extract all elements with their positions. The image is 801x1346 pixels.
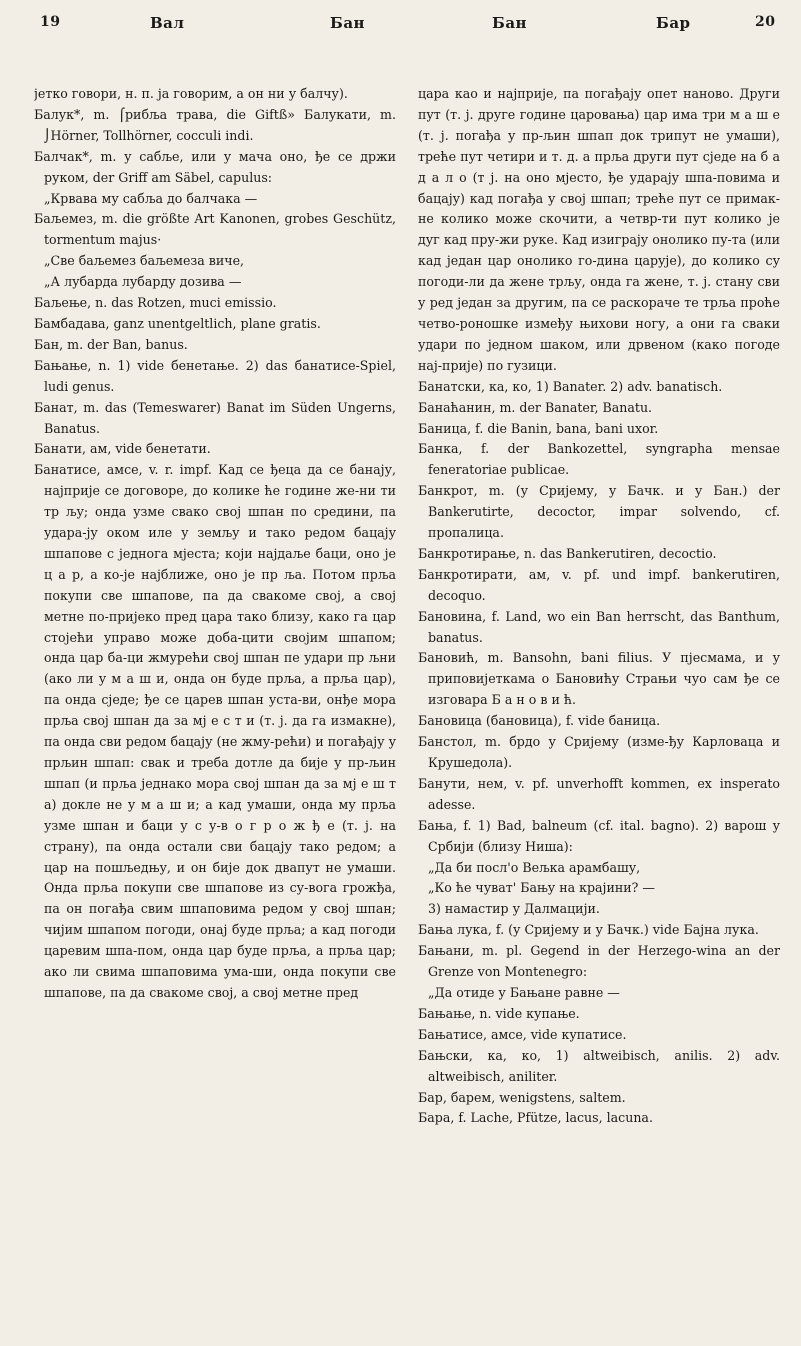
dictionary-entry: Банкротирати, ам, v. pf. und impf. bankerutiren, decoquo. [418, 566, 780, 603]
guide-word-right-2: Бар [656, 14, 691, 32]
dictionary-entry: Бановина, f. Land, wo ein Ban herrscht, das Banthum, banatus. [418, 608, 780, 645]
quotation-line: „Крвава му сабља до балчака — [44, 190, 258, 206]
dictionary-entry: Бањани, m. pl. Gegend in der Herzego-wina an der Grenze von Montenegro: [418, 943, 780, 980]
page-header [0, 0, 801, 70]
guide-word-left-2: Бан [330, 14, 366, 32]
quotation-line: 3) намастир у Далмацији. [428, 901, 600, 917]
dictionary-entry: Бановица (бановица), f. vide баница. [418, 713, 661, 729]
quotation-line: „Ко ће чуват' Бању на крајини? — [428, 880, 655, 896]
dictionary-entry: Бањски, ка, ко, 1) altweibisch, anilis. 2) adv. altweibisch, aniliter. [418, 1047, 780, 1084]
dictionary-entry: Банат, m. das (Temeswarer) Banat im Süden Ungerns, Banatus. [34, 399, 396, 436]
dictionary-entry: Бановић, m. Bansohn, bani filius. У пјесмама, и у приповијеткама о Бановићу Страњи чуо сам ђе се изговара Б а н о в и ћ. [418, 650, 780, 708]
guide-word-left-1: Вал [150, 14, 185, 32]
dictionary-entry: Банстол, m. брдо у Сријему (изме-ђу Карловаца и Крушедола). [418, 734, 780, 770]
page-number-left: 19 [40, 14, 61, 30]
dictionary-entry: Банати, ам, vide бенетати. [34, 441, 211, 457]
quotation-line: „Да отиде у Бањане равне — [428, 984, 620, 1000]
entry-text: јетко говори, н. п. ја говорим, а он ни у балчу). [34, 86, 348, 101]
dictionary-entry: Банатисе, амсе, v. r. impf. Кад се ђеца да се банају, најприје се договоре, до колике ће године же-ни ти тр љу; онда узме свако свој шпан по средини, па удара-ју оком иле у земљу и тако редом бацају шпапове с једнога мјеста; који најдаље баци, оно је ц а р, а ко-је најближе, оно је пр ља. Потом прља покупи све шпапове, па да свакоме свој, а свој метне по-пријеко пред цара тако близу, како га цар стојећи управо може доба-цити својим шпапом; онда цар ба-ци жмурећи свој шпан пе удари пр љни (ако ли у м а ш и, онда он буде прља, а прља цар), па онда сједе; ђе се царев шпан уста-ви, онђе мора прља свој шпан да за мј е с т и (т. ј. да га измакне), па онда сви редом бацају (не жму-рећи) и погађају у прљин шпап: свак и треба дотле да бије у пр-љин шпап (и прља једнако мора свој шпан да за мј е ш т а) докле не у м а ш и; а кад умаши, онда му прља узме шпан и баци у с у-в о г р о ж ђ е (т. ј. на страну), па онда остали сви бацају тако редом; а цар на пошљедњу, и он бије док двапут не умаши. Онда прља покупи све шпапове из су-вога грожђа, па он погађа свим шпаповима редом у свој шпан; чијим шпапом погоди, онај буде прља; а кад погоди царевим шпа-пом, онда цар буде прља, а прља цар; ако ли свима шпаповима ума-ши, онда покупи све шпапове, па да свакоме свој, а свој метне пред [34, 462, 396, 1000]
dictionary-entry: Баница, f. die Banin, bana, bani uxor. [418, 420, 659, 436]
dictionary-entry: Бањање, n. 1) vide бенетање. 2) das банатисе-Spiel, ludi genus. [34, 357, 396, 394]
entry-text: цара као и најприје, па погађају опет наново. Други пут (т. ј. друге године царовања) цар има три м а ш е (т. ј. погађа у пр-љин шпап док трипут не умаши), треће пут четири и т. д. а прља други пут сједе на б а д а л о (т ј. на оно мјесто, ђе ударају шпа-повима и бацају) кад погађа у свој шпап; треће пут се примак-не колико може скочити, а четвр-ти пут колико је дуг кад пру-жи руке. Кад изиграју онолико пу-та (или кад један цар онолико го-дина царује), до колико су погоди-ли да жене трљу, онда га жене, т. ј. стану сви у ред један за другим, па се раскораче те трља проће четво-роношке између њихови ногу, а они га сваки удари по једном шаком, или дрвеном (како погоде нај-прије) по гузици. [418, 86, 780, 373]
dictionary-entry: Бан, m. der Ban, banus. [34, 336, 188, 352]
right-column [418, 84, 780, 1339]
dictionary-entry: Баљење, n. das Rotzen, muci emissio. [34, 295, 277, 311]
dictionary-entry: Бањатисе, амсе, vide купатисе. [418, 1026, 627, 1042]
dictionary-entry: Банка, f. der Bankozettel, syngrapha mensae feneratoriae publicae. [418, 441, 780, 478]
page-number-right: 20 [755, 14, 776, 30]
dictionary-entry: Банкротирање, n. das Bankerutiren, decoctio. [418, 545, 717, 561]
quotation-line: „Да би посл'о Вељка арамбашу, [428, 859, 641, 875]
guide-word-right-1: Бан [492, 14, 528, 32]
dictionary-entry: Бамбадава, ganz unentgeltlich, plane gratis. [34, 315, 321, 331]
dictionary-entry: Бања, f. 1) Bad, balneum (cf. ital. bagno). 2) варош у Србији (близу Ниша): [418, 817, 780, 854]
quotation-line: „А лубарда лубарду дозива — [44, 274, 242, 290]
dictionary-entry: Бара, f. Lache, Pfütze, lacus, lacuna. [418, 1110, 653, 1126]
dictionary-entry: Банатски, ка, ко, 1) Banater. 2) adv. banatisch. [418, 378, 723, 394]
dictionary-entry: Бањање, n. vide купање. [418, 1005, 580, 1021]
left-column [34, 84, 396, 1339]
dictionary-entry: Бар, барем, wenigstens, saltem. [418, 1089, 626, 1105]
dictionary-entry: Бања лука, f. (у Сријему и у Бачк.) vide Бајна лука. [418, 922, 759, 938]
dictionary-entry: Банаћанин, m. der Banater, Banatu. [418, 399, 653, 415]
dictionary-entry: Балчак*, m. у сабље, или у мача оно, ђе се држи руком, der Griff am Säbel, capulus: [34, 148, 396, 185]
dictionary-entry: Банкрот, m. (у Сријему, у Бачк. и у Бан.) der Bankerutirte, decoctor, impar solvendo, cf. пропалица. [418, 483, 780, 541]
dictionary-entry: Банути, нем, v. pf. unverhofft kommen, ex insperato adesse. [418, 775, 780, 812]
quotation-line: „Све баљемез баљемеза виче, [44, 253, 245, 269]
dictionary-entry: Балук*, m. ⌠рибља трава, die Giftß» Балукати, m. ⌡Hörner, Tollhörner, cocculi indi. [34, 106, 396, 143]
dictionary-entry: Баљемез, m. die größte Art Kanonen, grobes Geschütz, tormentum majus· [34, 211, 396, 248]
